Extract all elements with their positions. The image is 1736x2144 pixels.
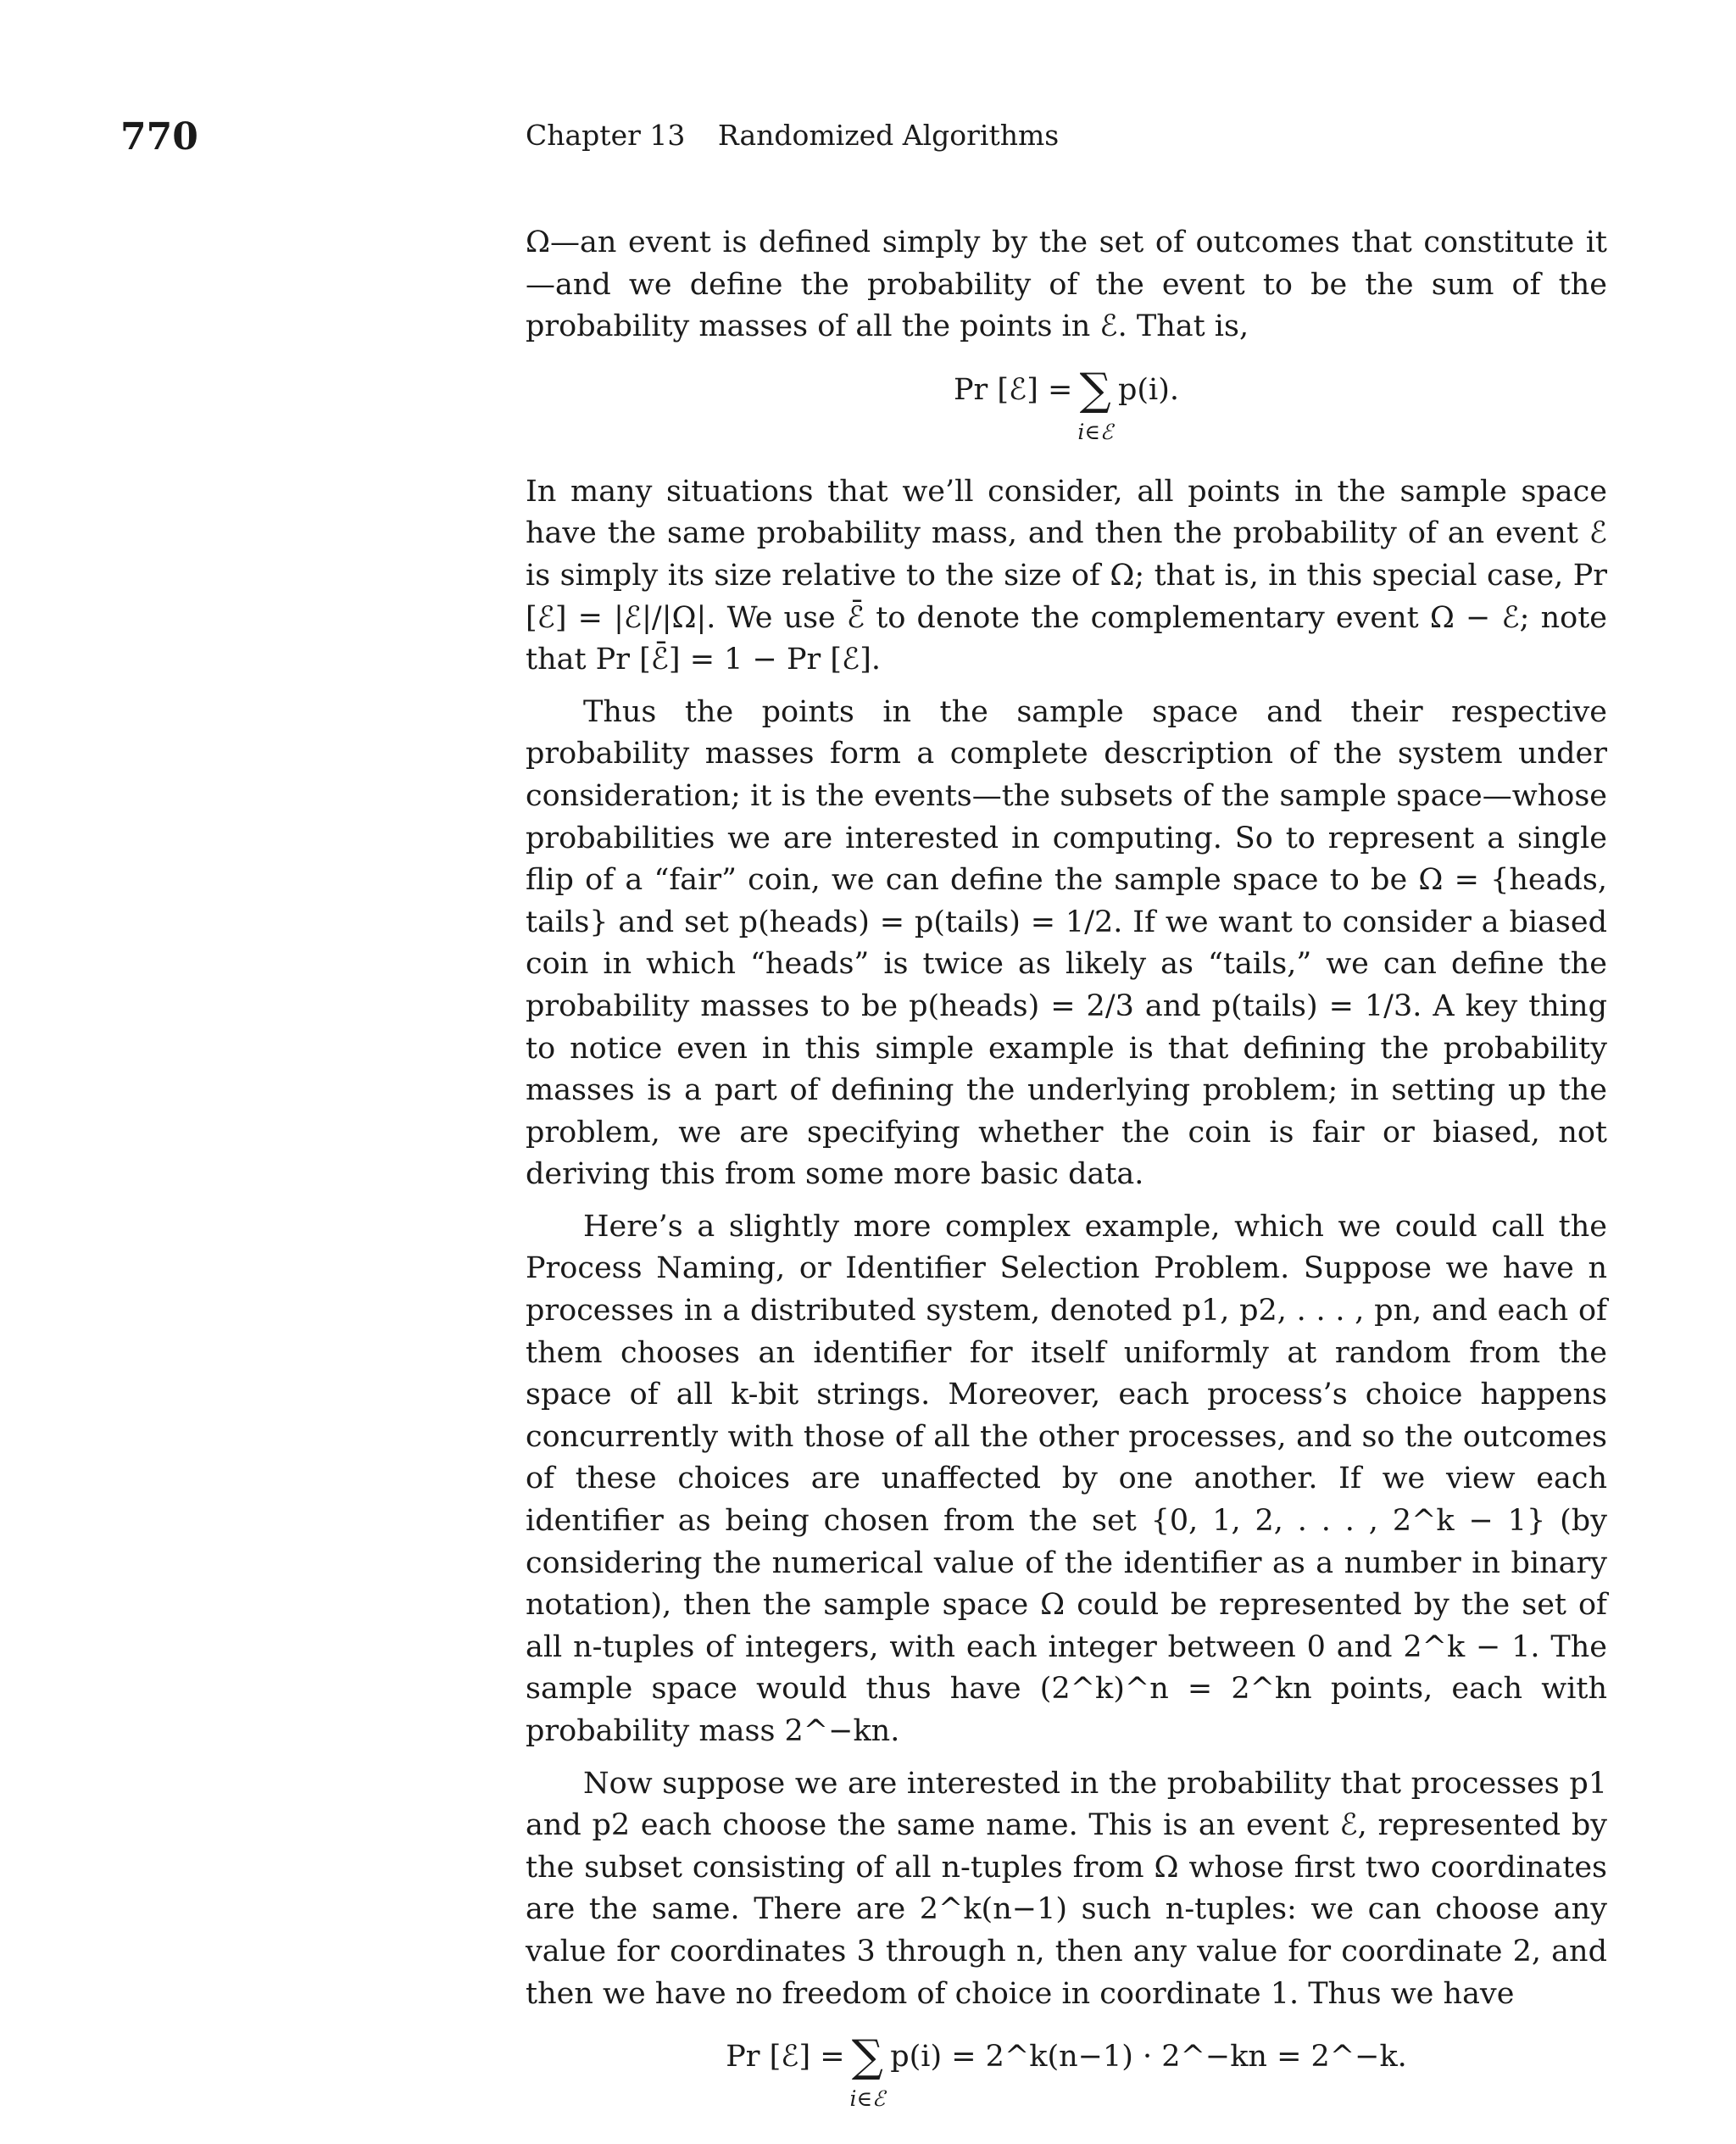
eq1-rhs: p(i). xyxy=(1117,372,1180,407)
paragraph-5 xyxy=(526,1763,1607,2016)
paragraph-4 xyxy=(526,1206,1607,1753)
running-head xyxy=(526,119,1059,152)
sigma-symbol: ∑ xyxy=(851,2031,883,2083)
eq1-sum-index: i∈ℰ xyxy=(1077,419,1113,444)
eq2-sum-index: i∈ℰ xyxy=(849,2086,886,2112)
paragraph-3 xyxy=(526,692,1607,1196)
chapter-title: Randomized Algorithms xyxy=(717,119,1060,152)
p2-text: In many situations that we’ll consider, all points in the sample space have the same probability mass, and then the probability of an event ℰ is simply its size relative to the size of Ω; that is, in this special case, Pr [ℰ] = |ℰ|/|Ω|. We use ℰ̄ to denote the complementary event Ω − ℰ; note that Pr [ℰ̄] = 1 − Pr [ℰ]. xyxy=(526,474,1607,677)
p3-text: Thus the points in the sample space and their respective probability masses form a complete description of the system under consideration; it is the events—the subsets of the sample space—whose probabilities we are interested in computing. So to represent a single flip of a “fair” coin, we can define the sample space to be Ω = {heads, tails} and set p(heads) = p(tails) = 1/2. If we want to consider a biased coin in which “heads” is twice as likely as “tails,” we can define the probability masses to be p(heads) = 2/3 and p(tails) = 1/3. A key thing to notice even in this simple example is that defining the probability masses is a part of defining the underlying problem; in setting up the problem, we are specifying whether the coin is fair or biased, not deriving this from some more basic data. xyxy=(526,694,1607,1192)
eq2-rhs: p(i) = 2^k(n−1) · 2^−kn = 2^−k. xyxy=(890,2040,1407,2074)
p5-text: Now suppose we are interested in the probability that processes p1 and p2 each choose the same name. This is an event ℰ, represented by the subset consisting of all n-tuples from Ω whose first two coordinates are the same. There are 2^k(n−1) such n-tuples: we can choose any value for coordinates 3 through n, then any value for coordinate 2, and then we have no freedom of choice in coordinate 1. Thus we have xyxy=(526,1766,1607,2011)
p4-text: Here’s a slightly more complex example, which we could call the Process Naming, or Identifier Selection Problem. Suppose we have n processes in a distributed system, denoted p1, p2, . . . , pn, and each of them chooses an identifier for itself uniformly at random from the space of all k-bit strings. Moreover, each process’s choice happens concurrently with those of all the other processes, and so the outcomes of these choices are unaffected by one another. If we view each identifier as being chosen from the set {0, 1, 2, . . . , 2^k − 1} (by considering the numerical value of the identifier as a number in binary notation), then the sample space Ω could be represented by the set of all n-tuples of integers, with each integer between 0 and 2^k − 1. The sample space would thus have (2^k)^n = 2^kn points, each with probability mass 2^−kn. xyxy=(526,1209,1607,1748)
eq1-lhs: Pr [ℰ] = xyxy=(953,372,1073,407)
equation-1 xyxy=(526,364,1607,444)
body-text xyxy=(526,222,1607,2138)
chapter-number: Chapter 13 xyxy=(526,119,686,152)
paragraph-1 xyxy=(526,222,1607,348)
paragraph-2 xyxy=(526,471,1607,682)
eq2-summation xyxy=(849,2031,886,2112)
equation-2 xyxy=(526,2031,1607,2112)
eq2-lhs: Pr [ℰ] = xyxy=(726,2040,845,2074)
p1-text: Ω—an event is defined simply by the set of outcomes that constitute it—and we define the probability of the event to be the sum of the probability masses of all the points in ℰ. That is, xyxy=(526,226,1607,344)
eq1-summation xyxy=(1077,364,1113,444)
sigma-symbol: ∑ xyxy=(1079,364,1111,415)
page-number: 770 xyxy=(120,115,198,159)
